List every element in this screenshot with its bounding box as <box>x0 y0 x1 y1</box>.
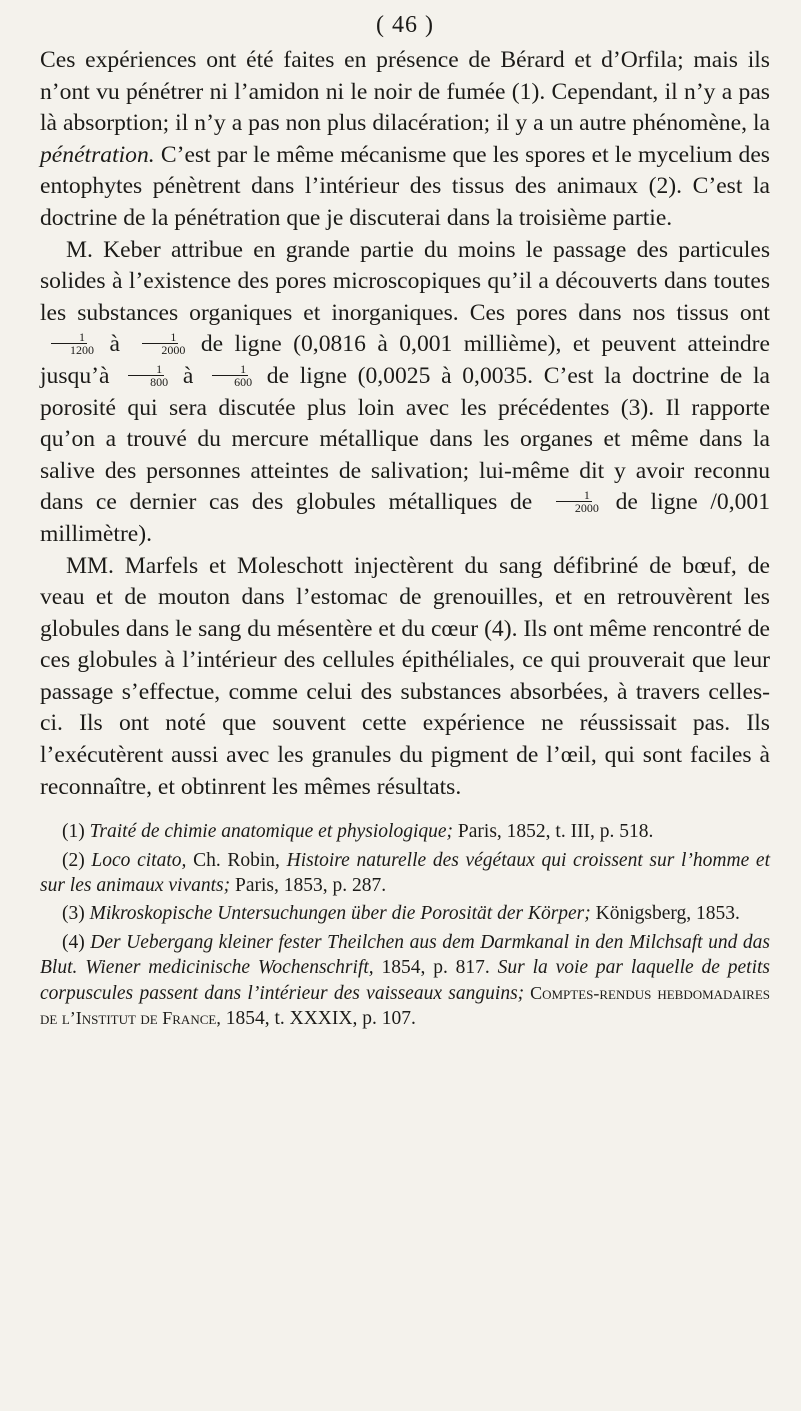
paragraph-3: MM. Marfels et Moleschott injectèrent du sang défibriné de bœuf, de veau et de mouton dans l’estomac de grenouilles, et en retrouvèrent les globules dans le sang du mésentère et du cœur (4). Ils ont même rencontré de ces globules à l’intérieur des cellules épithéliales, ce qui prouverait que leur passage s’effectue, comme celui des substances absorbées, à travers celles-ci. Ils ont noté que souvent cette expérience ne réussissait pas. Ils l’exécutèrent aussi avec les granules du pigment de l’œil, qui sont faciles à reconnaître, et obtinrent les mêmes résultats. <box>40 552 770 800</box>
footnote-4: (4) Der Uebergang kleiner fester Theilchen aus dem Darmkanal in den Milchsaft und das Blut. Wiener medicinische Wochenschrift, 1854, p. 817. Sur la voie par laquelle de petits corpuscules passent dans l’intérieur des vaisseaux sanguins; Comptes-rendus hebdomadaires de l’Institut de France, 1854, t. XXXIX, p. 107. <box>40 931 770 1030</box>
fraction-1-2000-b: $\frac{1}{2000}$ <box>547 489 601 514</box>
page-number: ( 46 ) <box>376 12 434 38</box>
paragraph-1-text: Ces expériences ont été faites en présence de Bérard et d’Orfila; mais ils n’ont vu pénétrer ni l’amidon ni le noir de fumée (1). Cependant, il n’y a pas là absorption; il n’y a pas non plus dilacération; il y a un autre phénomène, la <box>40 47 770 137</box>
paragraph-1 <box>40 45 770 235</box>
paragraph-2: M. Keber attribue en grande partie du moins le passage des particules solides à l’existence des pores microscopiques qu’il a découverts dans toutes les substances organiques et inorganiques. Ces pores dans nos tissus ont $\frac{1}{1200}$ à $\frac{1}{2000}$ de ligne (0,0816 à 0,001 millième), et peuvent atteindre jusqu’à $\frac{1}{800}$ à $\frac{1}{600}$ de ligne (0,0025 à 0,0035. C’est la doctrine de la porosité qui sera discutée plus loin avec les précédentes (3). Il rapporte qu’on a trouvé du mercure métallique dans les organes et même dans la salive des personnes atteintes de salivation; lui-même dit y avoir reconnu dans ce dernier cas des globules métalliques de $\frac{1}{2000}$ de ligne /0,001 millimètre). <box>40 236 770 547</box>
body-text <box>40 45 770 803</box>
fraction-1-2000: $\frac{1}{2000}$ <box>133 331 187 356</box>
page <box>40 12 770 1035</box>
paragraph-1-text-cont: C’est par le même mécanisme que les spores et le mycelium des entophytes pénètrent dans l’intérieur des tissus des animaux (2). C’est la doctrine de la pénétration que je discuterai dans la troisième partie. <box>40 141 770 231</box>
fraction-1-800: $\frac{1}{800}$ <box>122 363 170 388</box>
paragraph-2-text: M. Keber attribue en grande partie du moins le passage des particules solides à l’existence des pores microscopiques qu’il a découverts dans toutes les substances organiques et inorganiques. Ces pores dans nos tissus ont <box>40 236 770 326</box>
footnote-2: (2) Loco citato, Ch. Robin, Histoire naturelle des végétaux qui croissent sur l’homme et sur les animaux vivants; Paris, 1853, p. 287. <box>40 849 770 897</box>
footnotes <box>40 819 770 1031</box>
footnote-1: (1) Traité de chimie anatomique et physiologique; Paris, 1852, t. III, p. 518. <box>62 821 654 843</box>
fraction-1-600: $\frac{1}{600}$ <box>206 363 254 388</box>
footnote-3: (3) Mikroskopische Untersuchungen über die Porosität der Körper; Königsberg, 1853. <box>62 903 740 925</box>
emphasis-penetration: pénétration. <box>40 141 155 168</box>
fraction-1-1200: $\frac{1}{1200}$ <box>42 331 96 356</box>
